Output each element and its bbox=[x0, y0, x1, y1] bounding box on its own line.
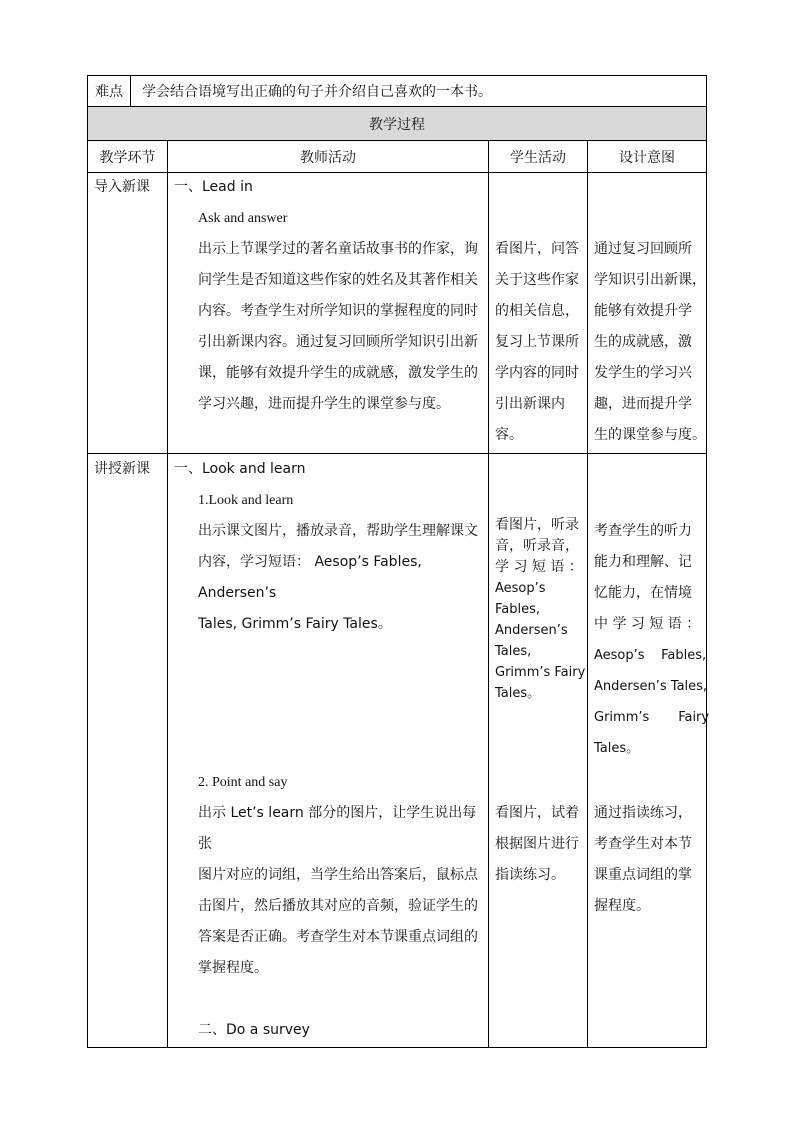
difficulty-text-cell bbox=[130, 75, 707, 107]
header-student: 学生活动 bbox=[488, 140, 588, 173]
row2-teacher-heading: 一、Look and learn bbox=[174, 461, 306, 477]
row2-part1-title: 1.Look and learn bbox=[198, 493, 294, 508]
row1-teacher-subheading: Ask and answer bbox=[198, 211, 288, 226]
section-title-cell bbox=[87, 106, 707, 141]
section-title: 教学过程 bbox=[369, 116, 425, 133]
row2-design-intent-2: 通过指读练习， 考查学生对本节 课重点词组的掌 握程度。 bbox=[594, 805, 692, 914]
header-intent: 设计意图 bbox=[587, 140, 707, 173]
difficulty-label: 难点 bbox=[95, 84, 123, 100]
row2-stage-cell bbox=[87, 453, 168, 1048]
header-stage: 教学环节 bbox=[87, 140, 168, 173]
row2-part1-body: 出示课文图片，播放录音，帮助学生理解课文 内容，学习短语： Aesop’s Fables, Andersen’s Tales, Grimm’s Fairy Tales。 bbox=[198, 523, 478, 632]
difficulty-text: 学会结合语境写出正确的句子并介绍自己喜欢的一本书。 bbox=[142, 84, 492, 100]
row1-teacher-heading: 一、Lead in bbox=[174, 179, 253, 195]
row1-student-activity: 看图片，问答 关于这些作家 的相关信息， 复习上节课所 学内容的同时 引出新课内容。 bbox=[495, 241, 579, 443]
row2-student-activity-1: 看图片，听录 音，听录音， 学 习 短 语 ： Aesop’s Fables, Andersen’s Tales, Grimm’s Fairy Tales。 bbox=[495, 517, 586, 701]
row2-stage: 讲授新课 bbox=[94, 461, 150, 477]
row1-teacher-body: 出示上节课学过的著名童话故事书的作家，询 问学生是否知道这些作家的姓名及其著作相关 内容。考查学生对所学知识的掌握程度的同时 引出新课内容。通过复习回顾所学知识引出新 课，能够有效提升学生的成就感，激发学生的 学习兴趣，进而提升学生的课堂参与度。 bbox=[198, 241, 478, 412]
difficulty-label-cell bbox=[87, 75, 131, 107]
header-teacher: 教师活动 bbox=[167, 140, 489, 173]
row2-design-intent-1: 考查学生的听力 能力和理解、记 忆能力，在情境 中 学 习 短 语 ： Aesop’s Fables, Andersen’s Tales, Grimm’s Fairy Tales。 bbox=[594, 523, 710, 756]
row1-stage-cell bbox=[87, 172, 168, 454]
row1-design-intent: 通过复习回顾所 学知识引出新课， 能够有效提升学 生的成就感，激 发学生的学习兴 趣，进而提升学 生的课堂参与度。 bbox=[594, 241, 706, 443]
row2-part2-body: 出示 Let’s learn 部分的图片，让学生说出每张 图片对应的词组，当学生给出答案后，鼠标点 击图片，然后播放其对应的音频，验证学生的 答案是否正确。考查学生对本节课重点词组的 掌握程度。 bbox=[198, 805, 478, 976]
row2-part3-title: 二、Do a survey bbox=[198, 1022, 310, 1038]
lesson-plan-table bbox=[87, 75, 710, 1048]
row2-part2-title: 2. Point and say bbox=[198, 775, 288, 790]
row2-student-activity-2: 看图片，试着 根据图片进行 指读练习。 bbox=[495, 805, 579, 883]
row1-stage: 导入新课 bbox=[94, 179, 150, 195]
